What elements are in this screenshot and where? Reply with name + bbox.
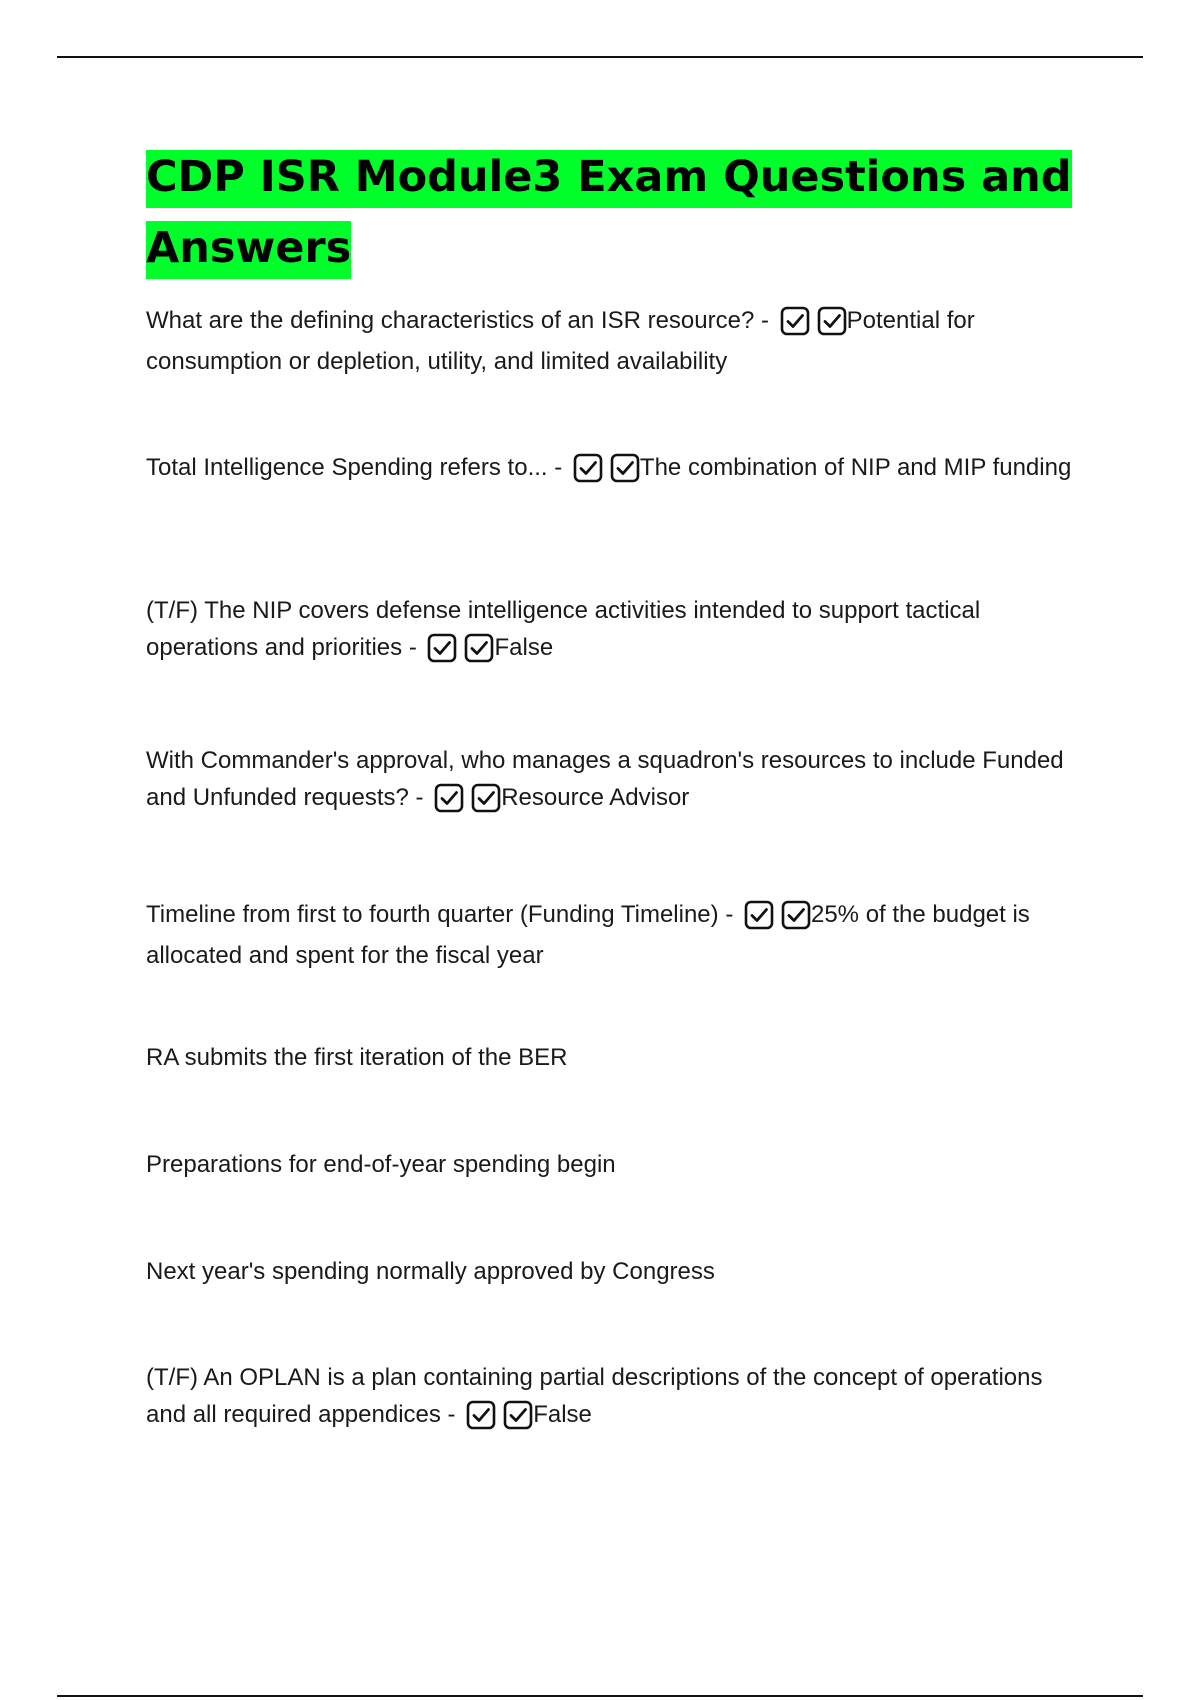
answer-text: 25% of the budget is allocated and spent for the fiscal year xyxy=(146,901,1030,969)
checkbox-check-icon xyxy=(817,306,847,336)
qa-item-9 xyxy=(146,1359,1076,1437)
checkbox-check-icon xyxy=(434,783,464,813)
checkbox-check-icon xyxy=(744,900,774,930)
checkbox-check-icon xyxy=(610,453,640,483)
check-pair xyxy=(423,633,494,670)
checkbox-check-icon xyxy=(781,900,811,930)
checkbox-check-icon xyxy=(427,633,457,663)
checkbox-check-icon xyxy=(780,306,810,336)
qa-item-5 xyxy=(146,896,1076,974)
answer-text: Resource Advisor xyxy=(501,784,690,811)
header-rule xyxy=(57,56,1143,58)
check-pair xyxy=(569,453,640,490)
checkbox-check-icon xyxy=(573,453,603,483)
qa-item-8 xyxy=(146,1253,1076,1290)
question-text: Timeline from first to fourth quarter (Funding Timeline) - xyxy=(146,901,734,928)
qa-item-4 xyxy=(146,742,1076,820)
question-text: (T/F) The NIP covers defense intelligence activities intended to support tactical operations and priorities - xyxy=(146,597,981,661)
question-text: (T/F) An OPLAN is a plan containing partial descriptions of the concept of operations and all required appendices - xyxy=(146,1364,1043,1428)
answer-text: False xyxy=(494,634,554,661)
page-title xyxy=(146,142,1086,284)
checkbox-check-icon xyxy=(503,1400,533,1430)
question-text: Next year's spending normally approved by Congress xyxy=(146,1258,715,1285)
qa-item-2 xyxy=(146,449,1076,490)
answer-text: The combination of NIP and MIP funding xyxy=(639,454,1072,481)
check-pair xyxy=(462,1400,533,1437)
answer-text: False xyxy=(533,1401,592,1428)
answer-text: Potential for consumption or depletion, utility, and limited availability xyxy=(146,307,975,375)
footer-rule xyxy=(57,1695,1143,1697)
qa-item-1 xyxy=(146,302,1076,380)
checkbox-check-icon xyxy=(464,633,494,663)
title-text: CDP ISR Module3 Exam Questions and Answers xyxy=(146,150,1072,279)
qa-item-7 xyxy=(146,1146,1076,1183)
qa-item-6 xyxy=(146,1039,1076,1076)
checkbox-check-icon xyxy=(466,1400,496,1430)
qa-item-3 xyxy=(146,592,1076,670)
question-text: RA submits the first iteration of the BER xyxy=(146,1044,568,1071)
question-text: With Commander's approval, who manages a squadron's resources to include Funded and Unfunded requests? - xyxy=(146,747,1064,811)
checkbox-check-icon xyxy=(471,783,501,813)
check-pair xyxy=(776,306,847,343)
question-text: Preparations for end-of-year spending begin xyxy=(146,1151,616,1178)
question-text: Total Intelligence Spending refers to... - xyxy=(146,454,563,481)
check-pair xyxy=(430,783,501,820)
question-text: What are the defining characteristics of an ISR resource? - xyxy=(146,307,769,334)
check-pair xyxy=(740,900,811,937)
